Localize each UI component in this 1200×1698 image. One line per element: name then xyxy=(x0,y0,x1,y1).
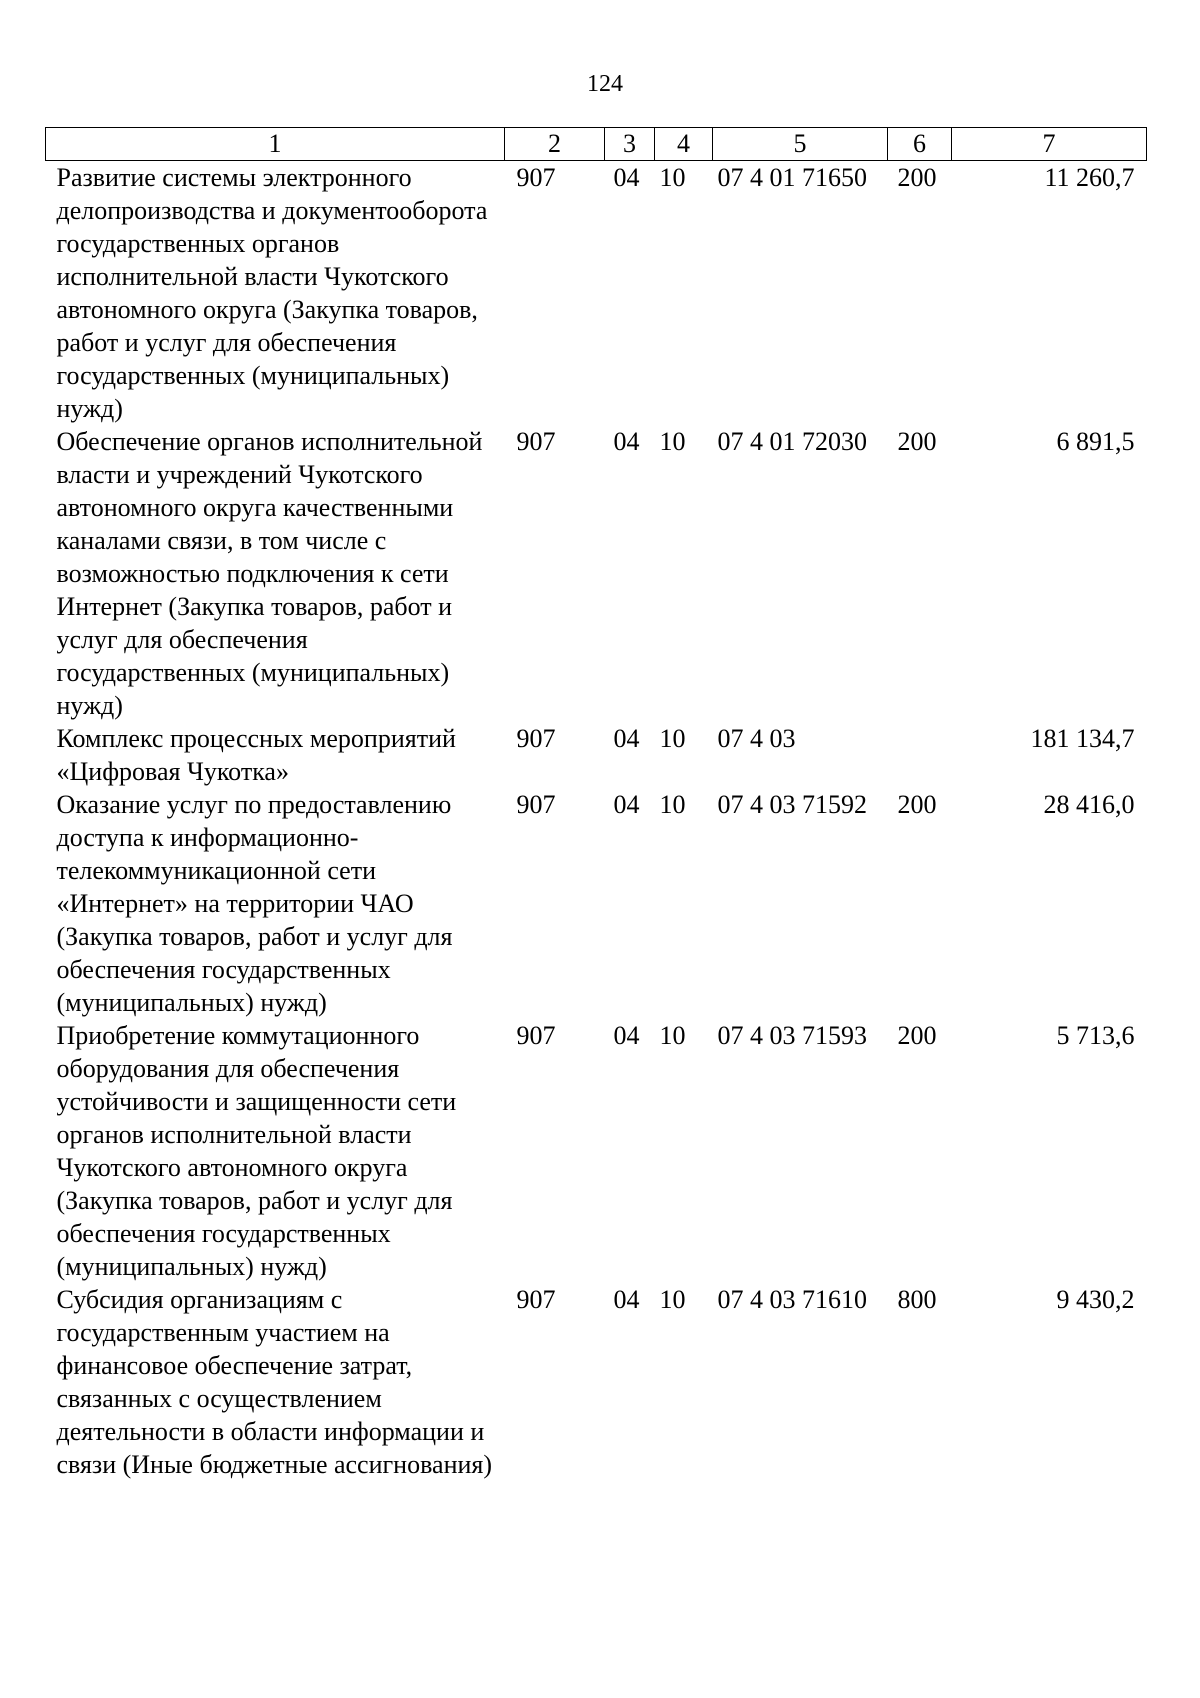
table-row xyxy=(46,1283,1147,1481)
table-header xyxy=(46,128,1147,161)
table-row xyxy=(46,1019,1147,1283)
header-col-7: 7 xyxy=(952,128,1147,161)
row-ministry-code: 907 xyxy=(516,790,556,819)
table-row xyxy=(46,788,1147,1019)
row-ministry-code: 907 xyxy=(516,724,556,753)
row-target-code: 07 4 03 71610 xyxy=(717,1285,867,1314)
row-subsection-code: 10 xyxy=(659,163,686,192)
page-number: 124 xyxy=(587,71,623,97)
header-col-4: 4 xyxy=(655,128,713,161)
row-ministry-code: 907 xyxy=(516,427,556,456)
row-expense-type: 800 xyxy=(897,1285,937,1314)
header-col-1: 1 xyxy=(46,128,505,161)
row-name: Оказание услуг по предоставлению доступа к информационно-телекоммуникационной сети «Интернет» на территории ЧАО (Закупка товаров, работ и услуг для обеспечения государственных (муниципальных) нужд) xyxy=(56,790,453,1017)
row-subsection-code: 10 xyxy=(659,724,686,753)
row-amount: 9 430,2 xyxy=(1056,1285,1135,1314)
row-subsection-code: 10 xyxy=(659,1285,686,1314)
row-ministry-code: 907 xyxy=(516,163,556,192)
row-amount: 11 260,7 xyxy=(1044,163,1135,192)
row-amount: 5 713,6 xyxy=(1056,1021,1135,1050)
row-subsection-code: 10 xyxy=(659,790,686,819)
row-target-code: 07 4 03 71593 xyxy=(717,1021,867,1050)
row-expense-type: 200 xyxy=(897,1021,937,1050)
row-name: Развитие системы электронного делопроизводства и документооборота государственных органов исполнительной власти Чукотского автономного округа (Закупка товаров, работ и услуг для обеспечения государственных (муниципальных) нужд) xyxy=(56,163,488,423)
table-row xyxy=(46,161,1147,426)
row-ministry-code: 907 xyxy=(516,1021,556,1050)
row-section-code: 04 xyxy=(613,427,640,456)
row-amount: 28 416,0 xyxy=(1043,790,1135,819)
row-expense-type: 200 xyxy=(897,427,937,456)
row-expense-type: 200 xyxy=(897,163,937,192)
row-section-code: 04 xyxy=(613,163,640,192)
row-name: Субсидия организациям с государственным участием на финансовое обеспечение затрат, связанных с осуществлением деятельности в области информации и связи (Иные бюджетные ассигнования) xyxy=(56,1285,493,1479)
header-col-5: 5 xyxy=(713,128,888,161)
row-section-code: 04 xyxy=(613,1021,640,1050)
budget-table xyxy=(45,127,1147,1481)
row-target-code: 07 4 03 71592 xyxy=(717,790,867,819)
row-name: Обеспечение органов исполнительной власти и учреждений Чукотского автономного округа качественными каналами связи, в том числе с возможностью подключения к сети Интернет (Закупка товаров, работ и услуг для обеспечения государственных (муниципальных) нужд) xyxy=(56,427,483,720)
row-section-code: 04 xyxy=(613,790,640,819)
row-expense-type xyxy=(888,722,952,788)
row-expense-type: 200 xyxy=(897,790,937,819)
row-amount: 181 134,7 xyxy=(1030,724,1135,753)
header-col-3: 3 xyxy=(605,128,655,161)
table-row xyxy=(46,425,1147,722)
row-section-code: 04 xyxy=(613,1285,640,1314)
row-target-code: 07 4 03 xyxy=(717,724,796,753)
row-amount: 6 891,5 xyxy=(1056,427,1135,456)
row-name: Комплекс процессных мероприятий «Цифровая Чукотка» xyxy=(56,724,456,786)
row-name: Приобретение коммутационного оборудования для обеспечения устойчивости и защищенности сети органов исполнительной власти Чукотского автономного округа (Закупка товаров, работ и услуг для обеспечения государственных (муниципальных) нужд) xyxy=(56,1021,457,1281)
row-subsection-code: 10 xyxy=(659,1021,686,1050)
row-section-code: 04 xyxy=(613,724,640,753)
header-col-6: 6 xyxy=(888,128,952,161)
table-row xyxy=(46,722,1147,788)
row-target-code: 07 4 01 72030 xyxy=(717,427,867,456)
header-col-2: 2 xyxy=(505,128,605,161)
header-row xyxy=(46,128,1147,161)
row-ministry-code: 907 xyxy=(516,1285,556,1314)
row-target-code: 07 4 01 71650 xyxy=(717,163,867,192)
table-body xyxy=(46,161,1147,1482)
row-subsection-code: 10 xyxy=(659,427,686,456)
